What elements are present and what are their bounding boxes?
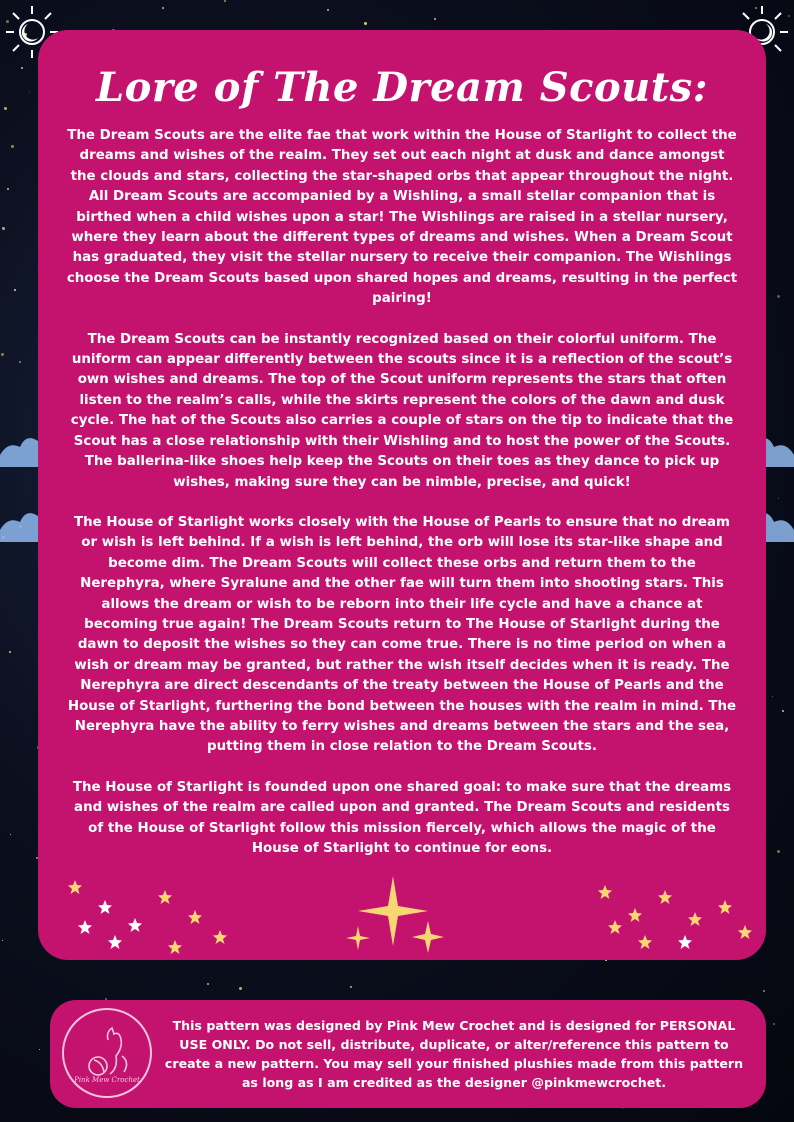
star-icon (638, 935, 652, 949)
lore-paragraph: The House of Starlight works closely with the House of Pearls to ensure that no dream or wish is left behind. If a wish is left behind, the orb will lose its star-like shape and become dim. The Dream Scouts will collect these orbs and return them to the Nerephyra, where Syralune and the other fae will turn them into shooting stars. This allows the dream or wish to be reborn into their life cycle and have a chance at becoming true again! The Dream Scouts return to The House of Starlight during the dawn to deposit the wishes so they can come true. There is no time period on when a wish or dream may be granted, but rather the wish itself decides when it is ready. The Nerephyra are direct descendants of the treaty between the House of Pearls and the House of Starlight, furthering the bond between the houses with the realm in mind. The Nerephyra have the ability to ferry wishes and dreams between the stars and the sea, putting them in close relation to the Dream Scouts. (67, 514, 737, 755)
lore-paragraph: The House of Starlight is founded upon one shared goal: to make sure that the dreams and wishes of the realm are called upon and granted. The Dream Scouts and residents of the House of Starlight follow this mission fiercely, which allows the magic of the House of Starlight to continue for eons. (72, 779, 732, 856)
sparkle-dot (777, 295, 780, 298)
lore-paragraph: The Dream Scouts are the elite fae that work within the House of Starlight to collect the dreams and wishes of the realm. They set out each night at dusk and dance amongst the clouds and stars, collecting the star-shaped orbs that appear throughout the night. All Dream Scouts are accompanied by a Wishling, a small stellar companion that is birthed when a child wishes upon a star! The Wishlings are raised in a stellar nursery, where they learn about the different types of dreams and wishes. When a Dream Scout has graduated, they visit the stellar nursery to receive their companion. The Wishlings choose the Dream Scouts based upon shared hopes and dreams, resulting in the perfect pairing! (66, 128, 738, 307)
star-icon (168, 940, 182, 954)
star-icon (608, 920, 622, 934)
sparkle-dot (14, 289, 16, 291)
star-icon (598, 885, 612, 899)
sparkle-dot (622, 1108, 623, 1109)
star-icon (128, 918, 142, 932)
sparkle-dot (782, 710, 784, 712)
sparkle-dot (224, 0, 226, 2)
star-icon (68, 880, 82, 894)
sparkle-dot (11, 145, 14, 148)
sparkle-dot (327, 9, 329, 11)
sparkle-dot (2, 227, 5, 230)
sparkle-dot (39, 1049, 40, 1050)
sparkle-dot (4, 107, 7, 110)
sparkle-dot (9, 651, 11, 653)
sparkle-dot (21, 67, 23, 69)
sparkle-star-icon (338, 876, 448, 956)
sparkle-dot (434, 18, 436, 20)
sparkle-dot (10, 834, 11, 835)
credit-card (50, 1000, 766, 1108)
star-icon (213, 930, 227, 944)
lore-body (66, 126, 738, 879)
sparkle-dot (763, 990, 765, 992)
star-icon (98, 900, 112, 914)
star-icon (188, 910, 202, 924)
sparkle-dot (239, 987, 242, 990)
sparkle-dot (350, 986, 352, 988)
sparkle-dot (773, 1023, 775, 1025)
logo-text: Pink Mew Crochet (74, 1076, 140, 1084)
star-icon (678, 935, 692, 949)
page-title: Lore of The Dream Scouts: (96, 64, 708, 111)
lore-paragraph: The Dream Scouts can be instantly recognized based on their colorful uniform. The uniform can appear differently between the scouts since it is a reflection of the scout’s own wishes and dreams. The top of the Scout uniform represents the stars that often listen to the realm’s calls, while the skirts represent the colors of the dawn and dusk cycle. The hat of the Scouts also carries a couple of stars on the tip to indicate that the Scout has a close relationship with their Wishling and to host the power of the Scouts. The ballerina-like shoes help keep the Scouts on their toes as they dance to pick up wishes, making sure they can be nimble, precise, and quick! (70, 331, 734, 490)
star-icon (688, 912, 702, 926)
star-icon (628, 908, 642, 922)
sparkle-dot (162, 7, 164, 9)
star-icon (738, 925, 752, 939)
lore-card (38, 30, 766, 960)
sparkle-dot (207, 983, 209, 985)
sparkle-dot (1, 353, 4, 356)
star-icon (658, 890, 672, 904)
sparkle-dot (364, 22, 367, 25)
star-icon (108, 935, 122, 949)
star-icon (78, 920, 92, 934)
star-icon (158, 890, 172, 904)
sparkle-dot (7, 188, 9, 190)
credit-text: This pattern was designed by Pink Mew Crochet and is designed for PERSONAL USE ONLY. Do not sell, distribute, duplicate, or alter/reference this pattern to create a new pattern. You may sell your finished plushies made from this pattern as long as I am credited as the designer @pinkmewcrochet. (164, 1018, 744, 1090)
crochet-cat-logo-icon (62, 1008, 152, 1098)
sparkle-dot (772, 696, 773, 697)
sparkle-dot (29, 91, 30, 92)
sparkle-dot (777, 850, 780, 853)
star-icon (718, 900, 732, 914)
sparkle-dot (19, 361, 21, 363)
sparkle-dot (2, 940, 3, 941)
